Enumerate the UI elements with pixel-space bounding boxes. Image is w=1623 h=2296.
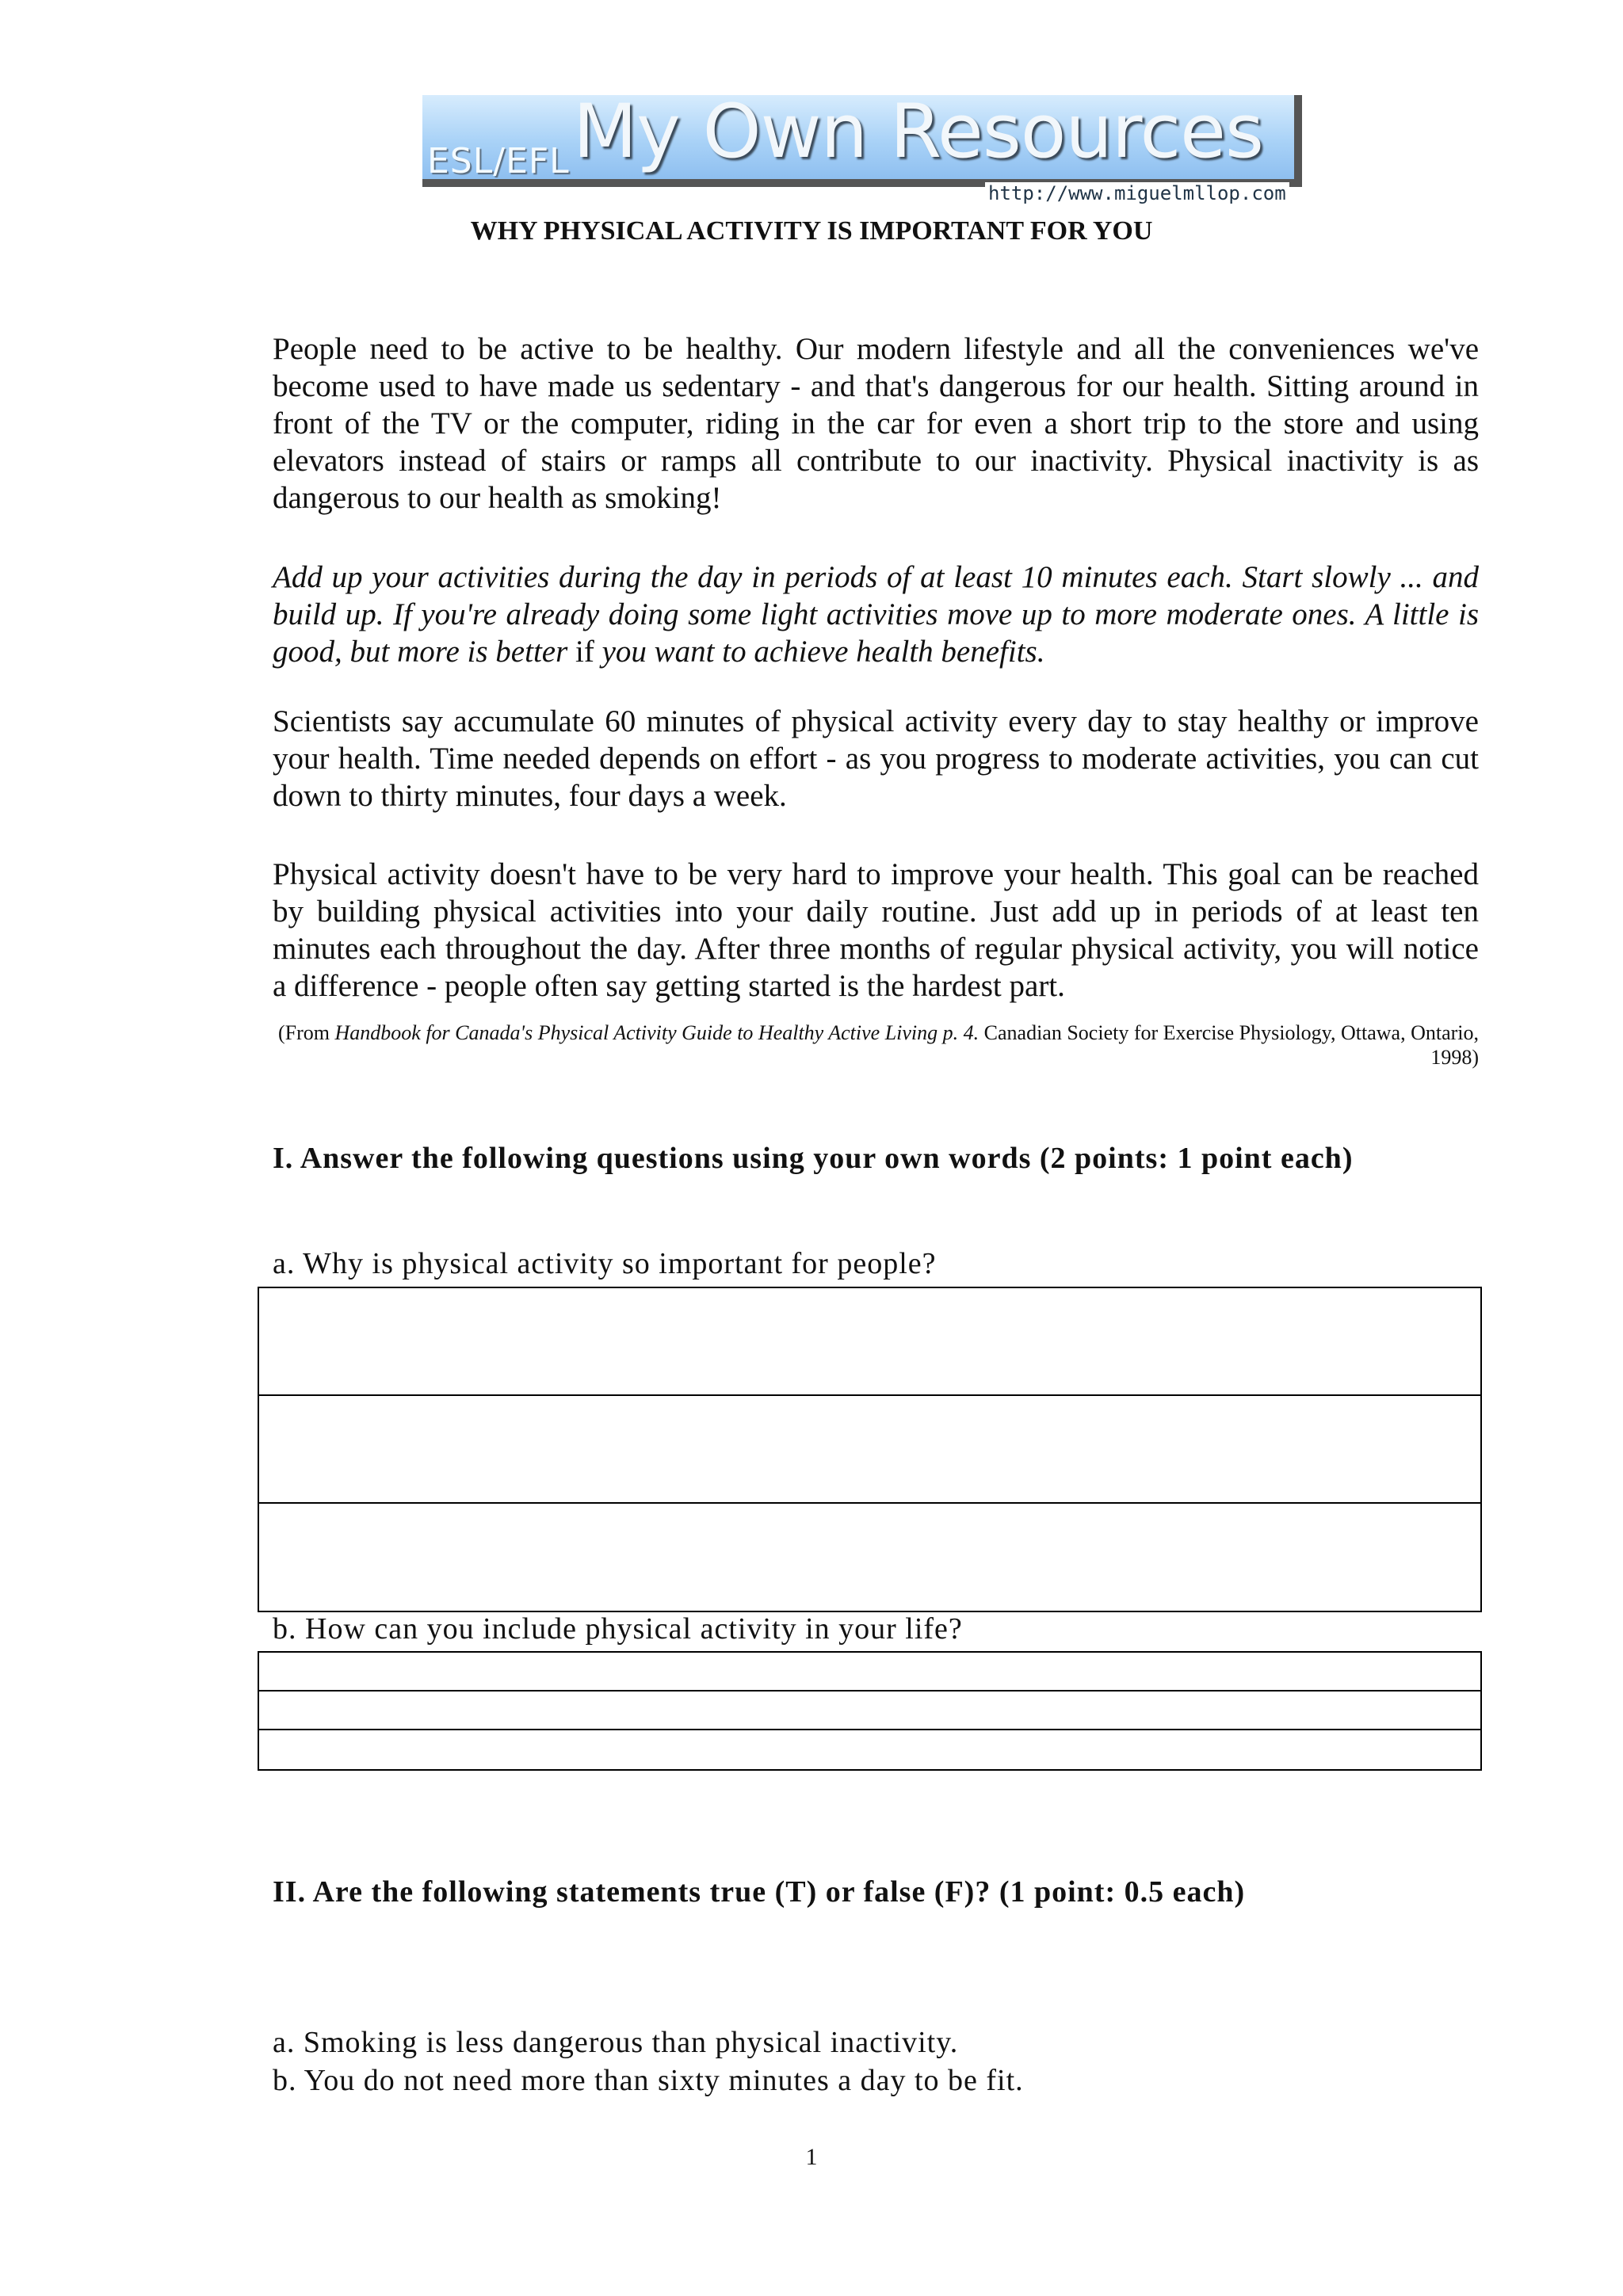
paragraph-scientists: Scientists say accumulate 60 minutes of physical activity every day to stay healthy or improve your health. Time needed depends on effort - as you progress to moderate activities, you can cut down to thirty minutes, four days a week. <box>273 704 1479 813</box>
paragraph-advice-part1: Add up your activities during the day in periods of at least 10 minutes each. Start slowly ... and build up. If you're already doing some light activities move up to more moderate ones. A little is good, but more is better <box>273 560 1479 669</box>
logo-banner <box>422 89 1318 208</box>
question-b: b. How can you include physical activity in your life? <box>273 1612 963 1646</box>
page-title: WHY PHYSICAL ACTIVITY IS IMPORTANT FOR YOU <box>470 216 1153 246</box>
citation <box>273 1020 1479 1070</box>
logo-background <box>422 89 1302 187</box>
paragraph-advice-if: if <box>575 635 594 669</box>
answer-line[interactable] <box>259 1653 1480 1691</box>
citation-prefix: (From <box>278 1021 335 1044</box>
statement-b: b. You do not need more than sixty minutes a day to be fit. <box>273 2064 1024 2097</box>
page-number: 1 <box>805 2144 818 2170</box>
answer-box-a <box>258 1287 1482 1612</box>
answer-line[interactable] <box>259 1504 1480 1611</box>
answer-line[interactable] <box>259 1691 1480 1730</box>
paragraph-advice-part2: you want to achieve health benefits. <box>594 635 1045 669</box>
paragraph-intro: People need to be active to be healthy. Our modern lifestyle and all the conveniences we've become used to have made us sedentary - and that's dangerous for our health. Sitting around in front of the TV or the computer, riding in the car for even a short trip to the store and using elevators instead of stairs or ramps all contribute to our inactivity. Physical inactivity is as dangerous to our health as smoking! <box>273 332 1479 515</box>
logo-url: http://www.miguelmllop.com <box>985 182 1289 204</box>
answer-line[interactable] <box>259 1396 1480 1504</box>
citation-book: Handbook for Canada's Physical Activity Guide to Healthy Active Living p. 4. <box>334 1021 980 1044</box>
logo-prefix: ESL/EFL <box>427 141 570 181</box>
section-1-heading: I. Answer the following questions using your own words (2 points: 1 point each) <box>273 1142 1354 1175</box>
section-2-heading: II. Are the following statements true (T) or false (F)? (1 point: 0.5 each) <box>273 1875 1246 1909</box>
citation-publisher: Canadian Society for Exercise Physiology, Ottawa, Ontario, 1998) <box>979 1021 1479 1069</box>
answer-line[interactable] <box>259 1288 1480 1396</box>
answer-box-b <box>258 1651 1482 1771</box>
question-a: a. Why is physical activity so important for people? <box>273 1247 937 1280</box>
answer-line[interactable] <box>259 1730 1480 1769</box>
paragraph-routine: Physical activity doesn't have to be very hard to improve your health. This goal can be reached by building physical activities into your daily routine. Just add up in periods of at least ten minutes each throughout the day. After three months of regular physical activity, you will notice a difference - people often say getting started is the hardest part. <box>273 857 1479 1003</box>
statement-a: a. Smoking is less dangerous than physical inactivity. <box>273 2026 959 2059</box>
logo-title: My Own Resources <box>573 89 1263 175</box>
paragraph-advice <box>273 559 1479 670</box>
